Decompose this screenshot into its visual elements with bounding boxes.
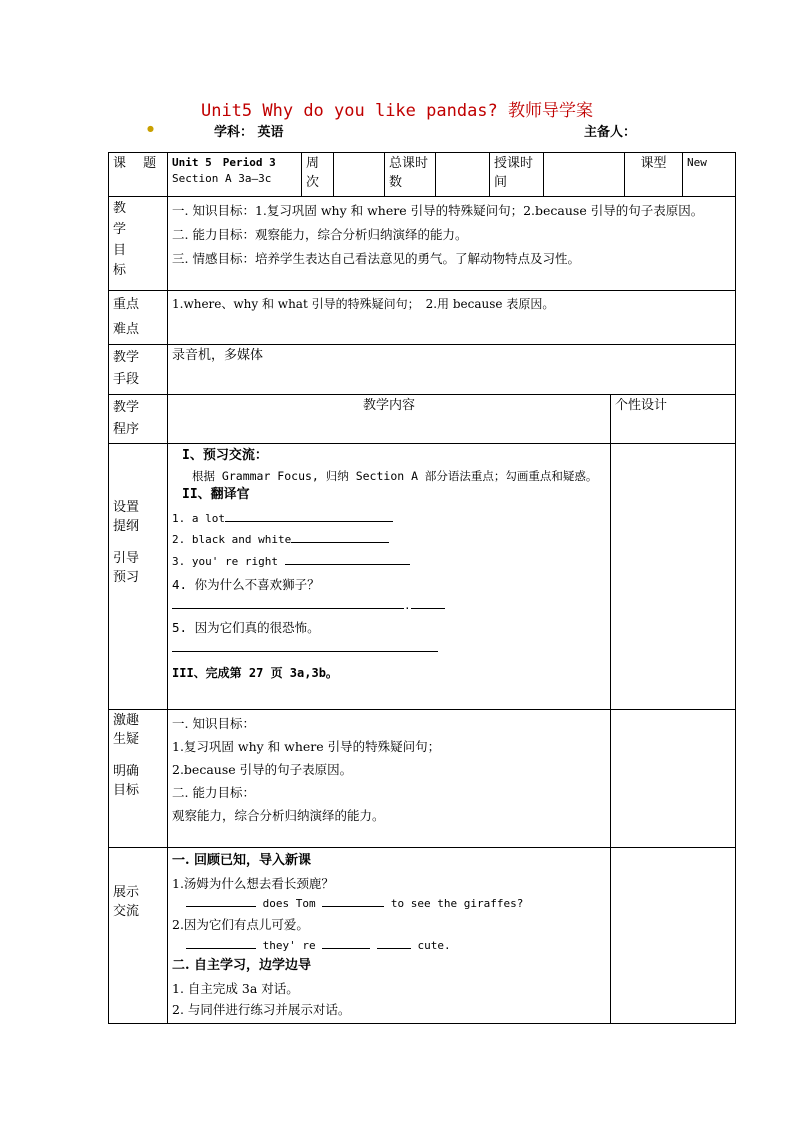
show-line-2: 2. 与同伴进行练习并展示对话。 <box>172 1002 351 1018</box>
topic-value <box>168 153 302 197</box>
topic-label: 课 题 <box>109 153 168 197</box>
answer-blank[interactable] <box>172 640 438 652</box>
translate-item-1-text: 1. a lot <box>172 511 225 525</box>
total-hours-value <box>436 153 490 197</box>
preview-label <box>109 443 168 709</box>
answer-blank[interactable] <box>172 597 404 609</box>
goal-emotion: 三. 情感目标：培养学生表达自己看法意见的勇气。了解动物特点及习性。 <box>172 250 580 266</box>
goals-content <box>168 197 736 291</box>
show-section-2-title: 二. 自主学习，边学边导 <box>172 957 312 973</box>
answer-blank[interactable] <box>411 597 445 609</box>
show-answer-2 <box>172 936 606 955</box>
preview-row <box>109 443 736 709</box>
preview-section-1-title: I、预习交流： <box>182 447 268 463</box>
show-question-2: 2.因为它们有点儿可爱。 <box>172 916 309 932</box>
preview-section-3: III、完成第 27 页 3a,3b。 <box>172 665 338 680</box>
document-title: Unit5 Why do you like pandas? 教师导学案 <box>200 101 594 121</box>
objectives-line: 一. 知识目标： <box>172 715 255 731</box>
preview-label-a: 设置提纲 <box>113 499 140 534</box>
translate-item-4-text: 4. 你为什么不喜欢狮子？ <box>172 576 320 592</box>
show-design-cell <box>611 847 736 1024</box>
show-content <box>168 847 611 1024</box>
design-header: 个性设计 <box>611 394 736 443</box>
show-answer-1 <box>172 894 606 913</box>
show-section-1-title: 一. 回顾已知，导入新课 <box>172 852 312 868</box>
translate-item-2-text: 2. black and white <box>172 533 292 547</box>
objectives-content <box>168 709 611 847</box>
translate-item-5-text: 5. 因为它们真的很恐怖。 <box>172 620 320 636</box>
objectives-label-a: 激趣生疑 <box>113 712 140 747</box>
means-content: 录音机，多媒体 <box>168 345 736 394</box>
decorative-dot: ● <box>147 124 154 133</box>
lesson-type-value: New <box>683 153 736 197</box>
answer-blank[interactable] <box>186 937 256 949</box>
key-points-label <box>109 291 168 345</box>
translate-item-2 <box>172 531 606 549</box>
show-answer-1-mid: does Tom <box>262 897 316 911</box>
preview-design-cell <box>611 443 736 709</box>
preview-label-b: 引导预习 <box>113 551 140 586</box>
goal-ability: 二. 能力目标：观察能力，综合分析归纳演绎的能力。 <box>172 226 468 242</box>
objectives-line: 观察能力，综合分析归纳演绎的能力。 <box>172 808 385 824</box>
answer-blank[interactable] <box>285 553 410 565</box>
lesson-plan-table <box>108 152 736 1024</box>
lesson-type-label: 课型 <box>625 153 683 197</box>
answer-blank[interactable] <box>377 937 411 949</box>
translate-item-3-text: 3. you' re right <box>172 554 278 568</box>
preview-content <box>168 443 611 709</box>
translate-item-5-blank-line <box>172 640 606 658</box>
show-row <box>109 847 736 1024</box>
show-answer-2-mid: they' re <box>262 938 316 952</box>
goal-knowledge: 一. 知识目标：1.复习巩固 why 和 where 引导的特殊疑问句；2.because 引导的句子表原因。 <box>172 203 704 218</box>
objectives-row <box>109 709 736 847</box>
info-row <box>109 153 736 197</box>
preparer-label: 主备人： <box>584 125 637 140</box>
key-points-label-text: 重点难点 <box>113 297 140 337</box>
means-label <box>109 345 168 394</box>
preview-section-1-text: 根据 Grammar Focus, 归纳 Section A 部分语法重点；勾画重点和疑惑。 <box>192 468 598 483</box>
show-label-text: 展示交流 <box>113 884 140 919</box>
means-label-text: 教学手段 <box>113 350 140 388</box>
means-row <box>109 345 736 394</box>
goals-label-text: 教学目标 <box>113 201 127 279</box>
week-label: 周次 <box>302 153 334 197</box>
translate-item-4-blank-line: . <box>172 597 606 615</box>
answer-blank[interactable] <box>322 895 384 907</box>
week-value <box>334 153 385 197</box>
show-line-1: 1. 自主完成 3a 对话。 <box>172 980 299 996</box>
key-points-row <box>109 291 736 345</box>
answer-blank[interactable] <box>291 531 389 543</box>
answer-blank[interactable] <box>322 937 370 949</box>
procedure-label <box>109 394 168 443</box>
answer-blank[interactable] <box>186 895 256 907</box>
objectives-line: 1.复习巩固 why 和 where 引导的特殊疑问句； <box>172 738 441 754</box>
show-question-1: 1.汤姆为什么想去看长颈鹿？ <box>172 875 334 891</box>
objectives-label-b: 明确目标 <box>113 764 140 799</box>
objectives-design-cell <box>611 709 736 847</box>
key-points-content: 1.where、why 和 what 引导的特殊疑问句； 2.用 because 表原因。 <box>168 291 736 345</box>
procedure-label-text: 教学程序 <box>113 399 140 437</box>
translate-item-3 <box>172 553 606 571</box>
show-label <box>109 847 168 1024</box>
objectives-line: 2.because 引导的句子表原因。 <box>172 762 353 777</box>
content-header: 教学内容 <box>168 394 611 443</box>
teaching-time-value <box>544 153 625 197</box>
total-hours-label: 总课时数 <box>385 153 436 197</box>
subject-label: 学科： 英语 <box>214 125 284 140</box>
topic-section: Section A 3a—3c <box>172 171 272 185</box>
show-answer-2-end: cute. <box>417 938 451 952</box>
procedure-header-row <box>109 394 736 443</box>
objectives-line: 二. 能力目标： <box>172 785 255 801</box>
goals-row <box>109 197 736 291</box>
preview-section-2-title: II、翻译官 <box>182 486 250 502</box>
goals-label <box>109 197 168 291</box>
topic-unit: Unit 5 Period 3 <box>172 156 276 169</box>
show-answer-1-end: to see the giraffes? <box>390 897 524 911</box>
objectives-label <box>109 709 168 847</box>
teaching-time-label: 授课时间 <box>490 153 544 197</box>
answer-blank[interactable] <box>225 510 393 522</box>
translate-item-1 <box>172 510 606 528</box>
